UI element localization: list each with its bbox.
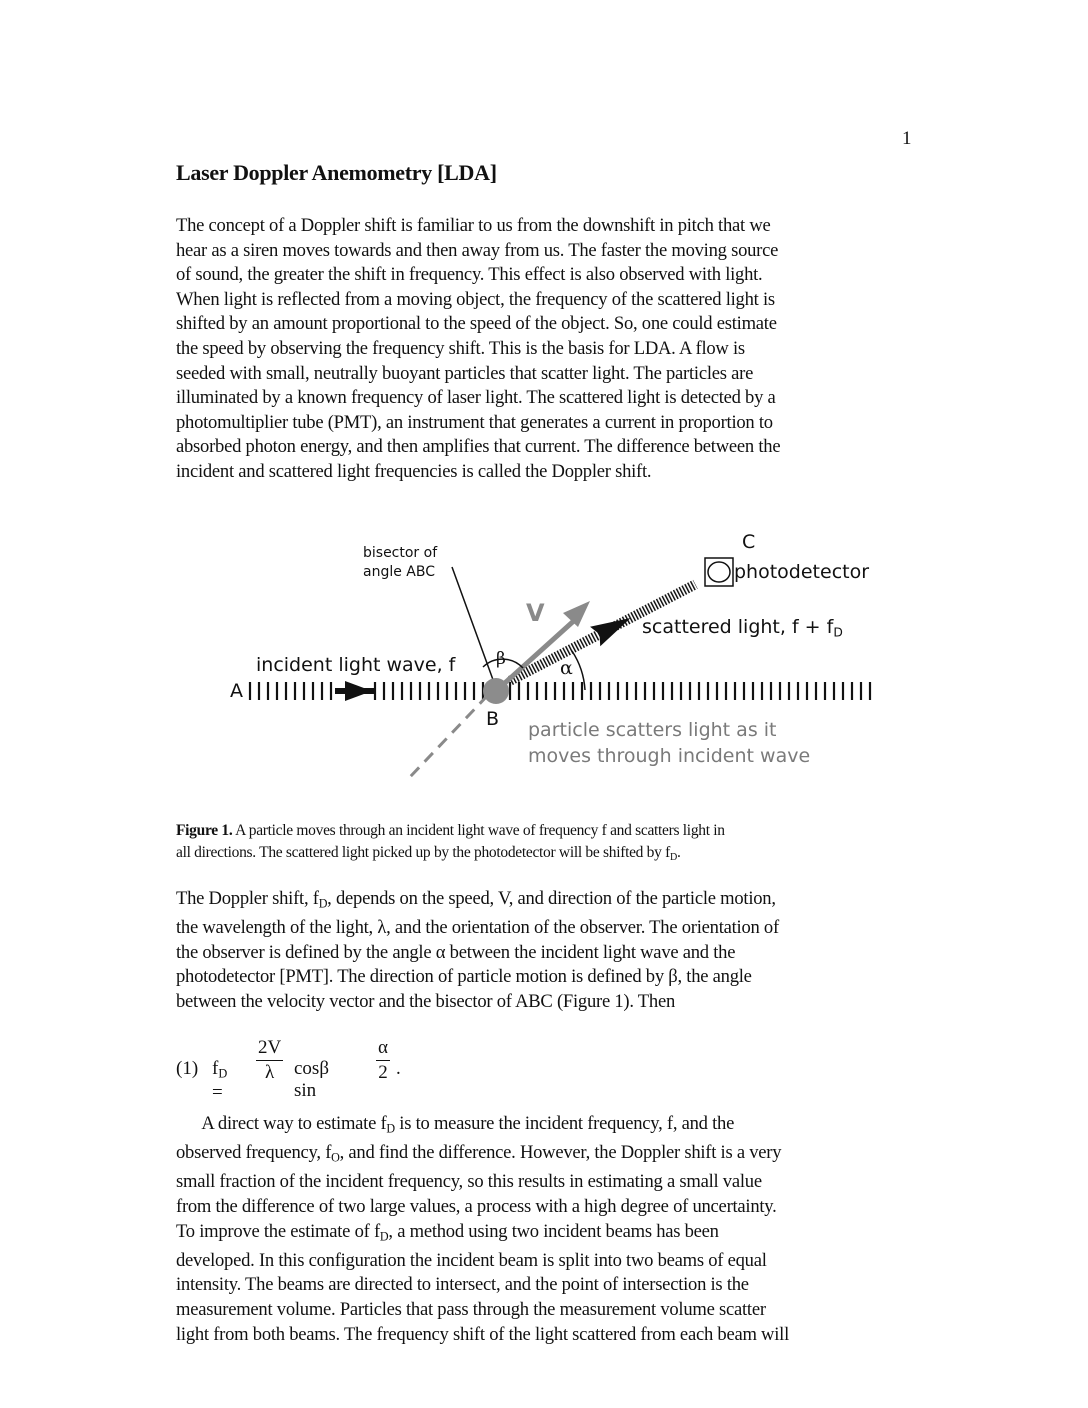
caption-text: . xyxy=(676,844,681,861)
text-line: intensity. The beams are directed to intersect, and the point of intersection is the xyxy=(176,1274,749,1296)
text-line: When light is reflected from a moving object, the frequency of the scattered light is xyxy=(176,288,775,310)
point-c-label: C xyxy=(742,531,756,553)
text: To improve the estimate of f xyxy=(176,1220,380,1242)
fraction-2v-over-lambda xyxy=(256,1036,283,1085)
eq-sub: D xyxy=(218,1066,228,1081)
text: A direct way to estimate f xyxy=(176,1113,387,1134)
eq-equals: = xyxy=(212,1081,223,1103)
estimate-paragraph xyxy=(176,1112,916,1347)
text-line: between the velocity vector and the bisector of ABC (Figure 1). Then xyxy=(176,991,676,1012)
text-line xyxy=(176,1112,916,1141)
text-line: illuminated by a known frequency of laser light. The scattered light is detected by a xyxy=(176,387,776,409)
bisector-label: angle ABC xyxy=(363,564,436,580)
page-number: 1 xyxy=(902,128,912,149)
equation-lhs xyxy=(212,1058,227,1104)
subscript: D xyxy=(379,1229,389,1244)
caption-line xyxy=(176,842,926,869)
text-line: light from both beams. The frequency shift of the light scattered from each beam will xyxy=(176,1323,789,1345)
eq-f: f xyxy=(212,1058,219,1079)
text-line xyxy=(176,1220,916,1249)
fraction-alpha-over-2 xyxy=(376,1036,390,1085)
caption-text: all directions. The scattered light picked up by the photodetector will be shifted by f xyxy=(176,844,671,861)
doppler-paragraph xyxy=(176,887,916,1015)
photodetector-icon xyxy=(705,558,733,586)
text: observed frequency, f xyxy=(176,1142,332,1164)
bisector-label: bisector of xyxy=(363,545,438,561)
point-b-label: B xyxy=(486,708,500,730)
text-line: of sound, the greater the shift in frequency. This effect is also observed with light. xyxy=(176,264,763,286)
text-line: measurement volume. Particles that pass through the measurement volume scatter xyxy=(176,1299,766,1321)
text-line: hear as a siren moves towards and then away from us. The faster the moving source xyxy=(176,239,779,261)
denominator: 2 xyxy=(378,1062,388,1083)
text-line: seeded with small, neutrally buoyant particles that scatter light. The particles are xyxy=(176,362,754,384)
particle-note: moves through incident wave xyxy=(528,745,811,767)
text-line xyxy=(176,1141,916,1170)
incident-light-label: incident light wave, f xyxy=(256,654,456,676)
text: is to measure the incident frequency, f, and the xyxy=(394,1113,735,1134)
subscript: D xyxy=(386,1121,395,1136)
subscript: O xyxy=(331,1150,340,1165)
particle xyxy=(483,678,509,704)
text-line xyxy=(176,887,916,916)
text-line: the speed by observing the frequency shift. This is the basis for LDA. A flow is xyxy=(176,337,745,359)
text-line: developed. In this configuration the incident beam is split into two beams of equal xyxy=(176,1249,767,1271)
equation-number: (1) xyxy=(176,1058,199,1079)
text-line: photomultiplier tube (PMT), an instrument that generates a current in proportion to xyxy=(176,411,773,433)
velocity-label: V xyxy=(526,599,545,627)
incident-arrow xyxy=(335,681,375,701)
alpha-label: α xyxy=(560,657,573,679)
intro-paragraph xyxy=(176,214,916,485)
text: , depends on the speed, V, and direction of the particle motion, xyxy=(327,888,776,909)
text: , and find the difference. However, the Doppler shift is a very xyxy=(339,1142,782,1164)
caption-sub: D xyxy=(670,852,677,864)
text: , a method using two incident beams has been xyxy=(388,1220,719,1242)
scattered-light-label xyxy=(642,616,843,640)
text-line: the wavelength of the light, λ, and the orientation of the observer. The orientation of xyxy=(176,917,779,939)
denominator: λ xyxy=(265,1062,275,1083)
point-a-label: A xyxy=(230,680,243,702)
particle-note: particle scatters light as it xyxy=(528,719,777,741)
beta-label: β xyxy=(496,649,506,669)
figure-caption xyxy=(176,820,926,869)
text-line: the observer is defined by the angle α between the incident light wave and the xyxy=(176,941,736,963)
text-line: photodetector [PMT]. The direction of particle motion is defined by β, the angle xyxy=(176,966,752,988)
dashed-extension xyxy=(410,695,488,777)
caption-text: A particle moves through an incident light wave of frequency f and scatters light in xyxy=(232,822,725,839)
caption-label: Figure 1. xyxy=(176,822,233,839)
text-line: absorbed photon energy, and then amplifies that current. The difference between the xyxy=(176,436,781,458)
text-line: from the difference of two large values, a process with a high degree of uncertainty. xyxy=(176,1196,777,1218)
text-line: shifted by an amount proportional to the speed of the object. So, one could estimate xyxy=(176,313,777,335)
equation-period: . xyxy=(396,1058,401,1079)
scattered-sub: D xyxy=(833,625,843,640)
text: The Doppler shift, f xyxy=(176,888,319,909)
figure-doppler-diagram xyxy=(220,525,900,795)
text-line: The concept of a Doppler shift is familiar to us from the downshift in pitch that we xyxy=(176,215,771,236)
text-line: small fraction of the incident frequency, so this results in estimating a small value xyxy=(176,1171,762,1193)
numerator: α xyxy=(376,1036,390,1061)
equation-trig: cosβ sin xyxy=(294,1058,329,1101)
photodetector-label: photodetector xyxy=(734,561,870,583)
caption-line xyxy=(176,820,926,842)
scattered-text: scattered light, f + f xyxy=(642,616,834,638)
bisector-line xyxy=(452,567,496,688)
document-title: Laser Doppler Anemometry [LDA] xyxy=(176,160,497,185)
text-line: incident and scattered light frequencies is called the Doppler shift. xyxy=(176,460,652,482)
numerator: 2V xyxy=(256,1036,283,1061)
subscript: D xyxy=(318,896,328,911)
